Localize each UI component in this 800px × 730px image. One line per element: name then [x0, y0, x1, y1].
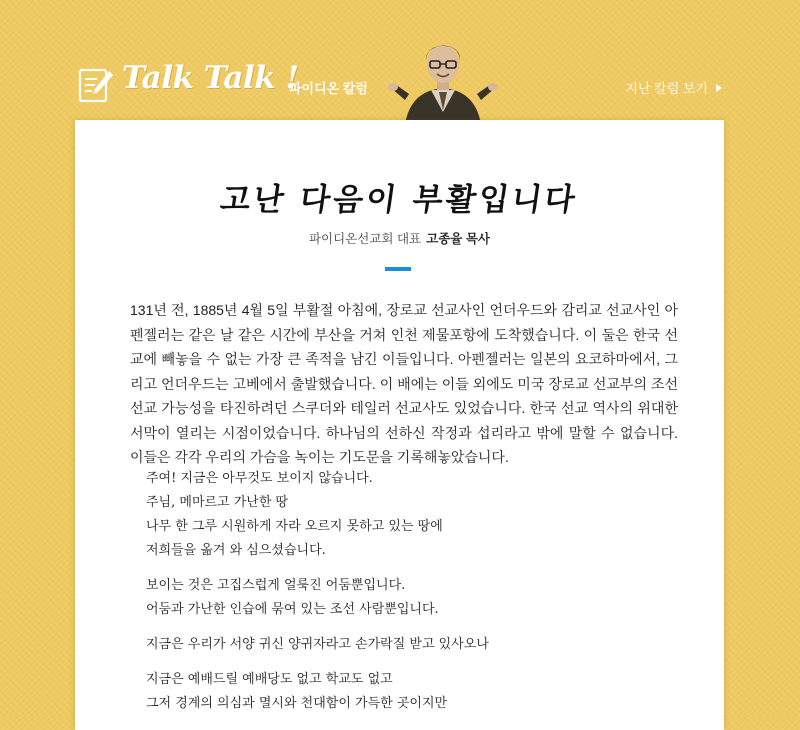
byline-author: 고종율 목사: [426, 232, 490, 246]
talk-talk-logo: Talk Talk !: [122, 60, 299, 96]
article-byline: [75, 229, 724, 247]
poem-stanza: [146, 633, 666, 657]
poem-line: 주여! 지금은 아무것도 보이지 않습니다.: [146, 471, 373, 486]
past-columns-link[interactable]: [625, 78, 722, 97]
memo-pencil-icon: [78, 66, 114, 104]
triangle-right-icon: [716, 84, 722, 92]
article-title: 고난 다음이 부활입니다: [217, 182, 581, 218]
poem-line: 그저 경계의 의심과 멸시와 천대함이 가득한 곳이지만: [146, 696, 448, 711]
poem-line: 저희들을 옮겨 와 심으셨습니다.: [146, 543, 326, 558]
title-accent-bar: [385, 267, 411, 271]
column-header: [0, 0, 800, 120]
prayer-poem: [146, 467, 666, 727]
poem-line: 보이는 것은 고집스럽게 얼룩진 어둠뿐입니다.: [146, 578, 406, 593]
poem-line: 지금은 우리가 서양 귀신 양귀자라고 손가락질 받고 있사오나: [146, 637, 489, 652]
poem-stanza: [146, 574, 666, 622]
poem-line: 나무 한 그루 시원하게 자라 오르지 못하고 있는 땅에: [146, 519, 443, 534]
byline-organization: 파이디온선교회 대표: [308, 232, 422, 246]
poem-line: 주님, 메마르고 가난한 땅: [146, 495, 289, 510]
article-paragraph: 131년 전, 1885년 4월 5일 부활절 아침에, 장로교 선교사인 언더우드와 감리교 선교사인 아펜젤러는 같은 날 같은 시간에 부산을 거쳐 인천 제물포항에 도착했습니다. 이 둘은 한국 선교에 빼놓을 수 없는 가장 큰 족적을 남긴 이들입니다. 아펜젤러는 일본의 요코하마에서, 그리고 언더우드는 고베에서 출발했습니다. 이 배에는 이들 외에도 미국 장로교 선교부의 조선 선교 가능성을 타진하려던 스쿠더와 테일러 선교사도 있었습니다. 한국 선교 역사의 위대한 서막이 열리는 시점이었습니다. 하나님의 선하신 작정과 섭리라고 밖에 말할 수 없습니다. 이들은 각각 우리의 가슴을 녹이는 기도문을 기록해놓았습니다.: [130, 302, 678, 465]
columnist-portrait: [387, 34, 499, 124]
poem-line: 어둠과 가난한 인습에 묶여 있는 조선 사람뿐입니다.: [146, 602, 439, 617]
article-card: [75, 120, 724, 730]
poem-line: 지금은 예배드릴 예배당도 없고 학교도 없고: [146, 672, 393, 687]
poem-stanza: [146, 668, 666, 716]
section-label: 파이디온 칼럼: [289, 81, 368, 96]
poem-stanza: [146, 467, 666, 563]
past-columns-label: 지난 칼럼 보기: [625, 81, 708, 96]
